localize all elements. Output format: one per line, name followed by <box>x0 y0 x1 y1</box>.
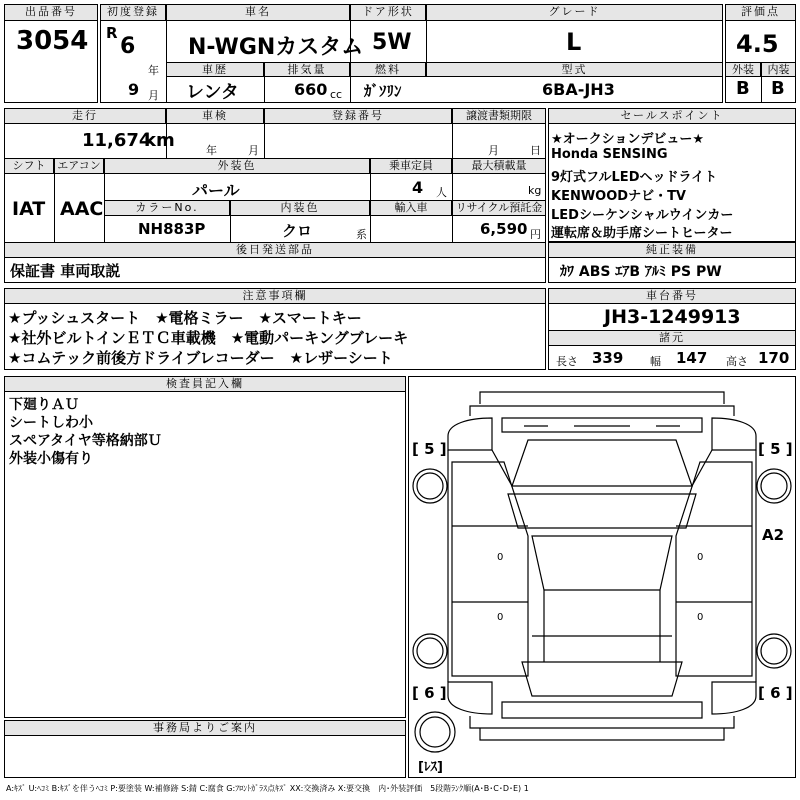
tire-front-left: [ 5 ] <box>412 440 447 458</box>
era: R <box>106 24 118 42</box>
genuine: ｶﾜ ABS ｴｱB ｱﾙﾐ PS PW <box>560 264 722 280</box>
divider <box>166 4 167 103</box>
sales-point: 運転席＆助手席シートヒーター <box>551 226 733 241</box>
mileage-label: 走行 <box>4 108 166 124</box>
mileage: 11,674 <box>82 130 152 151</box>
score: 4.5 <box>736 30 779 58</box>
inspector-line: スペアタイヤ等格納部Ｕ <box>9 433 162 449</box>
shift-label: シフト <box>4 158 54 174</box>
capacity-unit: 人 <box>436 186 447 199</box>
recycle: 6,590 <box>480 220 528 238</box>
displacement: 660 <box>294 80 328 99</box>
displacement-unit: cc <box>330 88 343 101</box>
width: 147 <box>676 349 708 367</box>
int-score: B <box>771 78 785 99</box>
divider <box>264 108 265 158</box>
max-load-unit: kg <box>528 184 542 197</box>
ac: AAC <box>60 198 104 220</box>
tire-front-right: [ 5 ] <box>758 440 793 458</box>
displacement-label: 排気量 <box>264 62 350 77</box>
history-label: 車歴 <box>166 62 264 77</box>
length-label: 長さ <box>556 355 578 368</box>
inspector-line: 外装小傷有り <box>9 451 93 467</box>
height-label: 高さ <box>726 355 748 368</box>
later-parts: 保証書 車両取説 <box>10 262 121 280</box>
color-no-label: カラーNo. <box>104 200 230 216</box>
divider <box>230 200 231 242</box>
month-unit: 月 <box>148 89 159 102</box>
lot-number: 3054 <box>16 26 89 56</box>
inspector-line: シートしわ小 <box>9 415 93 431</box>
minor-mark: 0 <box>697 612 704 623</box>
first-reg-label: 初度登録 <box>100 4 166 21</box>
transfer-day-unit: 日 <box>530 144 541 157</box>
legend: A:ｷｽﾞ U:ﾍｺﾐ B:ｷｽﾞを伴うﾍｺﾐ P:要塗装 W:補修跡 S:錆 C:腐食 G:ﾌﾛﾝﾄｶﾞﾗｽ点ｷｽﾞ XX:交換済み X:要交換 内･外装評価 5段階ﾗﾝｸ順(A･B･C･D･E) 1 <box>6 784 529 793</box>
divider <box>264 62 265 103</box>
ext-score-label: 外装 <box>725 62 761 77</box>
tire-rear-left: [ 6 ] <box>412 684 447 702</box>
damage-mark: A2 <box>762 526 785 544</box>
genuine-label: 純正装備 <box>548 242 796 258</box>
import-label: 輸入車 <box>370 200 452 216</box>
divider <box>761 62 762 103</box>
model: 6BA-JH3 <box>542 80 615 99</box>
history: レンタ <box>186 82 239 103</box>
inspection-month-unit: 月 <box>248 144 259 157</box>
color-no: NH883P <box>138 220 206 238</box>
divider <box>452 108 453 158</box>
capacity: 4 <box>412 178 424 197</box>
first-reg-year: 6 <box>120 34 136 59</box>
ext-color-label: 外装色 <box>104 158 370 174</box>
recycle-label: リサイクル預託金 <box>452 200 546 216</box>
car-diagram <box>408 376 796 778</box>
fuel: ｶﾞｿﾘﾝ <box>364 82 402 100</box>
minor-mark: 0 <box>497 612 504 623</box>
ext-score: B <box>736 78 750 99</box>
lot-label: 出品番号 <box>4 4 98 21</box>
width-label: 幅 <box>650 355 661 368</box>
capacity-label: 乗車定員 <box>370 158 452 174</box>
inspection-label: 車検 <box>166 108 264 124</box>
notes-label: 注意事項欄 <box>4 288 546 304</box>
int-color-unit: 系 <box>356 228 367 241</box>
sales-point: ★オークションデビュー★ <box>551 132 705 147</box>
ac-label: エアコン <box>54 158 104 174</box>
length: 339 <box>592 349 624 367</box>
spare-tire: [ﾚｽ] <box>418 760 443 775</box>
inspector-label: 検査員記入欄 <box>4 376 406 392</box>
divider <box>426 4 427 62</box>
int-color: クロ <box>282 222 313 240</box>
inspection-year-unit: 年 <box>206 144 217 157</box>
score-label: 評価点 <box>725 4 796 21</box>
car-name: N-WGNカスタム <box>188 35 364 60</box>
int-score-label: 内装 <box>761 62 796 77</box>
fuel-label: 燃料 <box>350 62 426 77</box>
later-parts-label: 後日発送部品 <box>4 242 546 258</box>
sales-point: LEDシーケンシャルウインカー <box>551 208 734 223</box>
note-line: ★社外ビルトインＥＴＣ車載機 ★電動パーキングブレーキ <box>8 329 409 347</box>
first-reg-month: 9 <box>128 80 140 99</box>
sales-point: 9灯式フルLEDヘッドライト <box>551 170 718 185</box>
grade: L <box>566 28 582 56</box>
chassis-number: JH3-1249913 <box>604 306 741 328</box>
max-load-label: 最大積載量 <box>452 158 546 174</box>
recycle-unit: 円 <box>530 228 541 241</box>
shift: IAT <box>12 198 46 220</box>
note-line: ★コムテック前後方ドライブレコーダー ★レザーシート <box>8 349 393 367</box>
mileage-unit: km <box>144 130 175 151</box>
reg-no-label: 登録番号 <box>264 108 452 124</box>
year-unit: 年 <box>148 64 159 77</box>
car-name-label: 車名 <box>166 4 350 21</box>
door-type: 5W <box>372 30 412 55</box>
height: 170 <box>758 349 790 367</box>
chassis-label: 車台番号 <box>548 288 796 304</box>
office-label: 事務局よりご案内 <box>4 720 406 736</box>
divider <box>54 158 55 242</box>
transfer-label: 譲渡書類期限 <box>452 108 546 124</box>
sales-point: Honda SENSING <box>551 147 668 162</box>
minor-mark: 0 <box>497 552 504 563</box>
dims-label: 諸元 <box>548 330 796 346</box>
tire-rear-right: [ 6 ] <box>758 684 793 702</box>
inspector-line: 下廻りＡＵ <box>9 397 79 413</box>
grade-label: グレード <box>426 4 723 21</box>
ext-color: パール <box>192 181 240 200</box>
sales-points-label: セールスポイント <box>548 108 796 124</box>
sales-point: KENWOODナビ・TV <box>551 189 686 204</box>
model-label: 型式 <box>426 62 723 77</box>
note-line: ★プッシュスタート ★電格ミラー ★スマートキー <box>8 309 362 327</box>
int-color-label: 内装色 <box>230 200 370 216</box>
divider <box>350 4 351 103</box>
door-label: ドア形状 <box>350 4 426 21</box>
transfer-month-unit: 月 <box>488 144 499 157</box>
minor-mark: 0 <box>697 552 704 563</box>
